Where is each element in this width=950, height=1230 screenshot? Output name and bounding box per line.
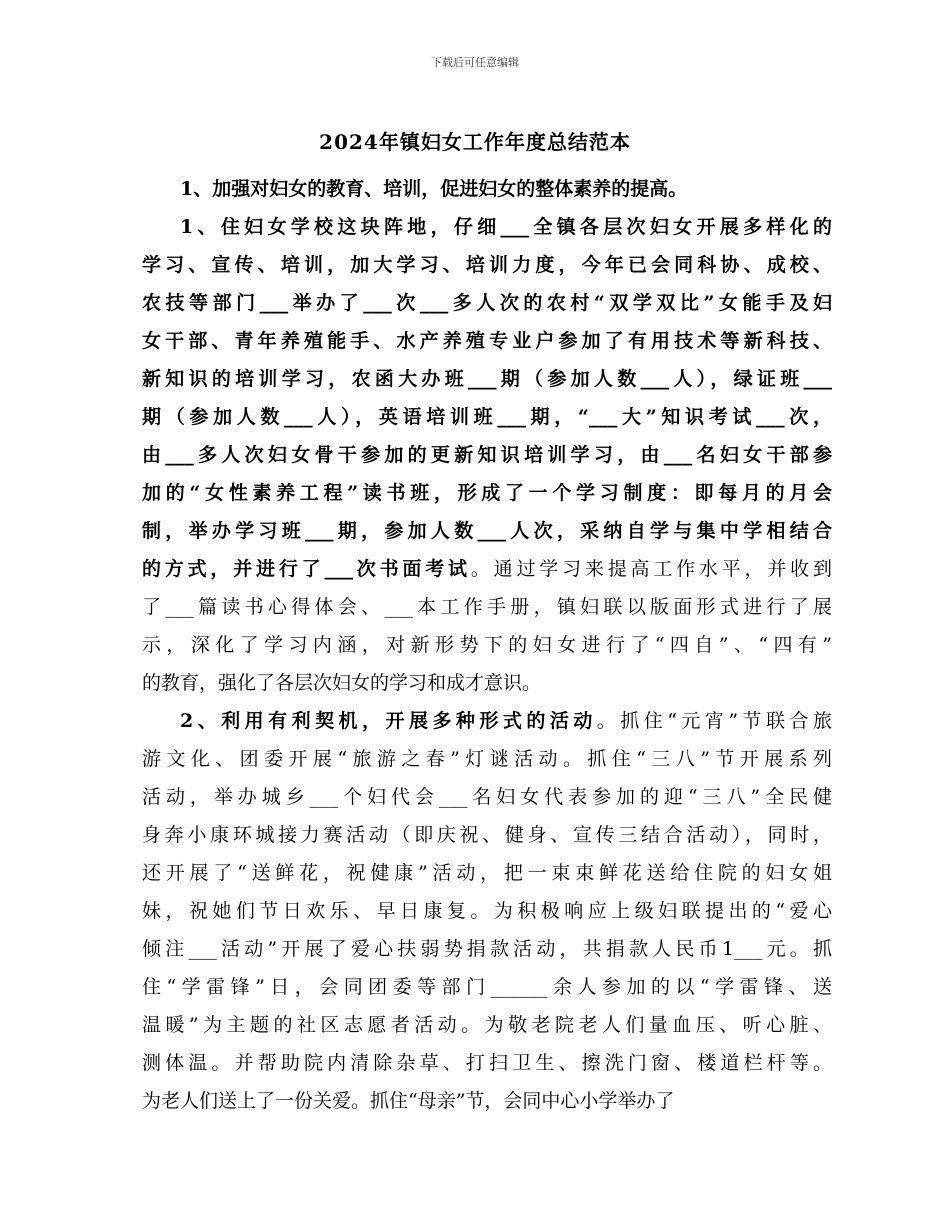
text-segment: 了___篇读书心得体会、___本工作手册，镇妇联以版面形式进行了展 [142,596,832,618]
body-line [142,626,832,664]
body-line [142,968,832,1006]
section-heading-2 [142,702,832,740]
body-line [142,208,832,246]
body-line [142,854,832,892]
document-title: 2024年镇妇女工作年度总结范本 [319,130,631,154]
body-line [142,550,832,588]
text-segment: 游文化、团委开展“旅游之春”灯谜活动。抓住“三八”节开展系列 [142,748,832,770]
body-line [142,360,832,398]
text-segment: 。抓住“元宵”节联合旅 [596,710,832,732]
body-line [142,892,832,930]
bold-text-segment: 女干部、青年养殖能手、水产养殖专业户参加了有用技术等新科技、 [142,330,832,352]
page-header-note: 下载后可任意编辑 [431,56,519,69]
body-line [142,1044,832,1082]
text-segment: 还开展了“送鲜花，祝健康”活动，把一束束鲜花送给住院的妇女姐 [142,862,832,884]
body-line [142,816,832,854]
document-body [142,170,832,1120]
text-segment: 。通过学习来提高工作水平，并收到 [470,558,832,580]
bold-text-segment: 由___多人次妇女骨干参加的更新知识培训学习，由___名妇女干部参 [142,444,832,466]
body-line [142,284,832,322]
body-line [142,1006,832,1044]
bold-text-segment: 2、利用有利契机，开展多种形式的活动 [180,710,597,732]
bold-text-segment: 的方式，并进行了___次书面考试 [142,558,471,580]
text-segment: 住“学雷锋”日，会同团委等部门______余人参加的以“学雷锋、送 [142,976,832,998]
bold-text-segment: 学习、宣传、培训，加大学习、培训力度，今年已会同科协、成校、 [142,254,832,276]
body-line [142,512,832,550]
text-segment: 测体温。并帮助院内清除杂草、打扫卫生、擦洗门窗、楼道栏杆等。 [142,1052,832,1074]
body-line [142,588,832,626]
bold-text-segment: 1、住妇女学校这块阵地，仔细___全镇各层次妇女开展多样化的 [180,216,832,238]
body-line [142,436,832,474]
text-segment: 妹，祝她们节日欢乐、早日康复。为积极响应上级妇联提出的“爱心 [142,900,832,922]
bold-text-segment: 期（参加人数___人），英语培训班___期，“___大”知识考试___次， [142,406,832,428]
text-segment: 活动，举办城乡___个妇代会___名妇女代表参加的迎“三八”全民健 [142,786,832,808]
body-line [142,474,832,512]
body-line [142,398,832,436]
text-segment: 身奔小康环城接力赛活动（即庆祝、健身、宣传三结合活动），同时， [142,824,832,846]
body-line [142,322,832,360]
text-segment: 为老人们送上了一份关爱。抓住“母亲”节，会同中心小学举办了 [142,1090,675,1112]
body-line [142,740,832,778]
body-line [142,1082,832,1120]
text-segment: 温暖”为主题的社区志愿者活动。为敬老院老人们量血压、听心脏、 [142,1014,832,1036]
body-line [142,778,832,816]
bold-text-segment: 制，举办学习班___期，参加人数___人次，采纳自学与集中学相结合 [142,520,832,542]
bold-text-segment: 加的“女性素养工程”读书班，形成了一个学习制度：即每月的月会 [142,482,832,504]
bold-text-segment: 新知识的培训学习，农函大办班___期（参加人数___人），绿证班___ [142,368,832,390]
section-heading-1 [142,170,832,208]
body-line [142,246,832,284]
bold-text-segment: 1、加强对妇女的教育、培训，促进妇女的整体素养的提高。 [180,178,688,200]
bold-text-segment: 农技等部门___举办了___次___多人次的农村“双学双比”女能手及妇 [142,292,832,314]
text-segment: 倾注___活动”开展了爱心扶弱势捐款活动，共捐款人民币1___元。抓 [142,938,832,960]
body-line [142,664,832,702]
text-segment: 的教育，强化了各层次妇女的学习和成才意识。 [142,672,542,694]
body-line [142,930,832,968]
text-segment: 示，深化了学习内涵，对新形势下的妇女进行了“四自”、“四有” [142,634,832,656]
